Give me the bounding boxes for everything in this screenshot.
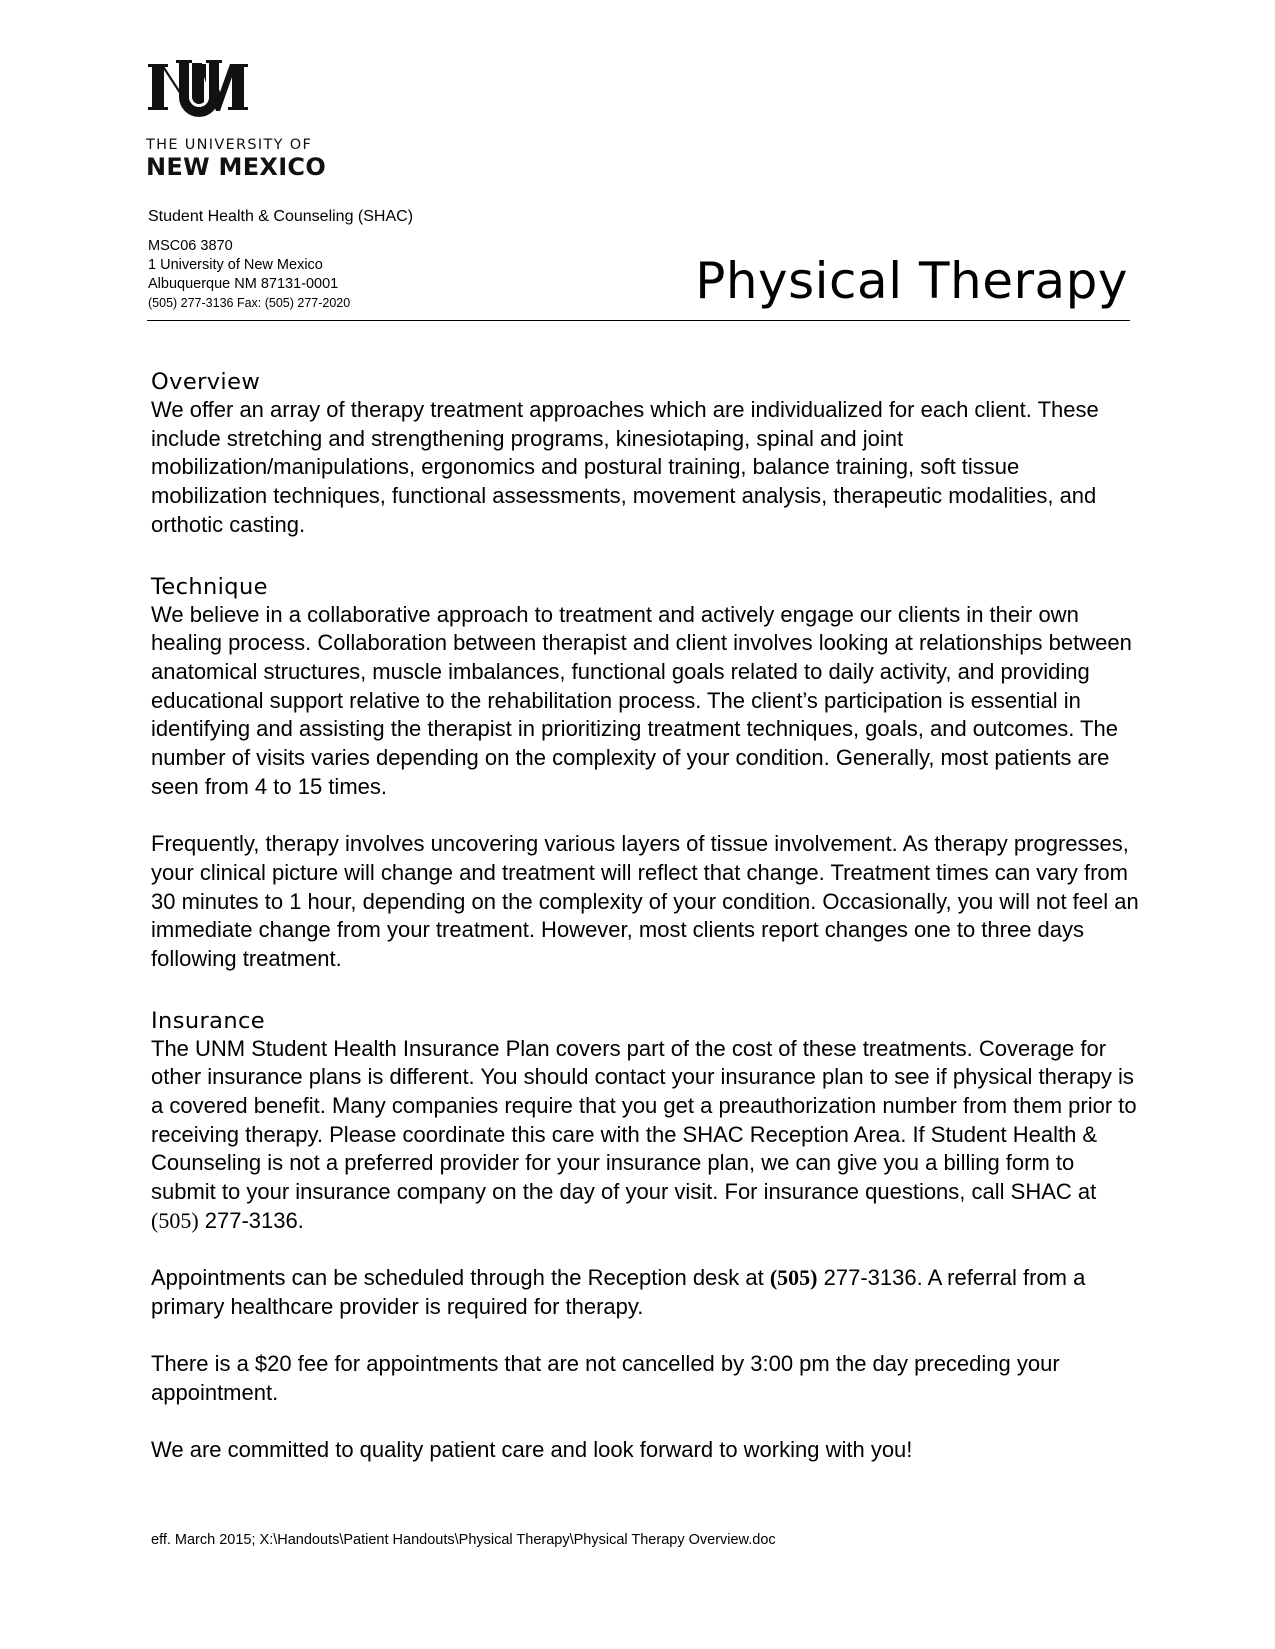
fee-notice: There is a $20 fee for appointments that are not cancelled by 3:00 pm the day preceding your appointment. [151, 1351, 1060, 1406]
overview-heading: Overview [151, 369, 261, 395]
insurance-section [151, 1007, 1141, 1236]
technique-section [151, 573, 1141, 974]
address-block [148, 237, 350, 313]
unm-monogram-icon [146, 58, 252, 130]
header-divider [147, 320, 1130, 321]
insurance-paragraph [151, 1035, 1141, 1236]
address-line: MSC06 3870 [148, 238, 233, 254]
appointments-paragraph [151, 1264, 1141, 1321]
logo-text-line2: NEW MEXICO [146, 152, 327, 181]
insurance-phone: 277-3136. [198, 1207, 304, 1233]
logo-text-line1: THE UNIVERSITY OF [146, 137, 313, 153]
appointments-text-after: 277-3136. A referral from a primary healthcare provider is required for therapy. [151, 1265, 1086, 1319]
address-line: Albuquerque NM 87131-0001 [148, 276, 339, 292]
document-footer: eff. March 2015; X:\Handouts\Patient Handouts\Physical Therapy\Physical Therapy Overview.doc [151, 1532, 776, 1548]
insurance-text: The UNM Student Health Insurance Plan covers part of the cost of these treatments. Coverage for other insurance plans is different. You should contact your insurance plan to see if physical therapy is a covered benefit. Many companies require that you get a preauthorization number from them prior to receiving therapy. Please coordinate this care with the SHAC Reception Area. If Student Health & Counseling is not a preferred provider for your insurance plan, we can give you a billing form to submit to your insurance company on the day of your visit. For insurance questions, call SHAC at [151, 1035, 1137, 1205]
technique-heading: Technique [151, 573, 268, 600]
document-body [151, 368, 1141, 1465]
phone-fax-line: (505) 277-3136 Fax: (505) 277-2020 [148, 296, 351, 310]
technique-paragraph-1: We believe in a collaborative approach to treatment and actively engage our clients in their own healing process. Collaboration between therapist and client involves looking at relationships between anatomical structures, muscle imbalances, functional goals related to daily activity, and providing educational support relative to the rehabilitation process. The client’s participation is essential in identifying and assisting the therapist in prioritizing treatment techniques, goals, and outcomes. The number of visits varies depending on the complexity of your condition. Generally, most patients are seen from 4 to 15 times. [151, 601, 1132, 799]
technique-paragraph-2: Frequently, therapy involves uncovering various layers of tissue involvement. As therapy progresses, your clinical picture will change and treatment will reflect that change. Treatment times can vary from 30 minutes to 1 hour, depending on the complexity of your condition. Occasionally, you will not feel an immediate change from your treatment. However, most clients report changes one to three days following treatment. [151, 831, 1139, 971]
overview-section [151, 368, 1141, 540]
address-line: 1 University of New Mexico [148, 257, 323, 273]
appointments-area-code: (505) [769, 1265, 818, 1291]
insurance-area-code: (505) [151, 1207, 199, 1233]
overview-paragraph: We offer an array of therapy treatment approaches which are individualized for each client. These include stretching and strengthening programs, kinesiotaping, spinal and joint mobilization/manipulations, ergonomics and postural training, balance training, soft tissue mobilization techniques, functional assessments, movement analysis, therapeutic modalities, and orthotic casting. [151, 397, 1099, 537]
insurance-heading: Insurance [151, 1007, 265, 1034]
appointments-text: Appointments can be scheduled through the Reception desk at [151, 1265, 770, 1291]
document-title: Physical Therapy [695, 252, 1128, 310]
closing-statement: We are committed to quality patient care and look forward to working with you! [151, 1437, 913, 1463]
unm-logo [146, 58, 346, 179]
department-name: Student Health & Counseling (SHAC) [148, 208, 414, 225]
